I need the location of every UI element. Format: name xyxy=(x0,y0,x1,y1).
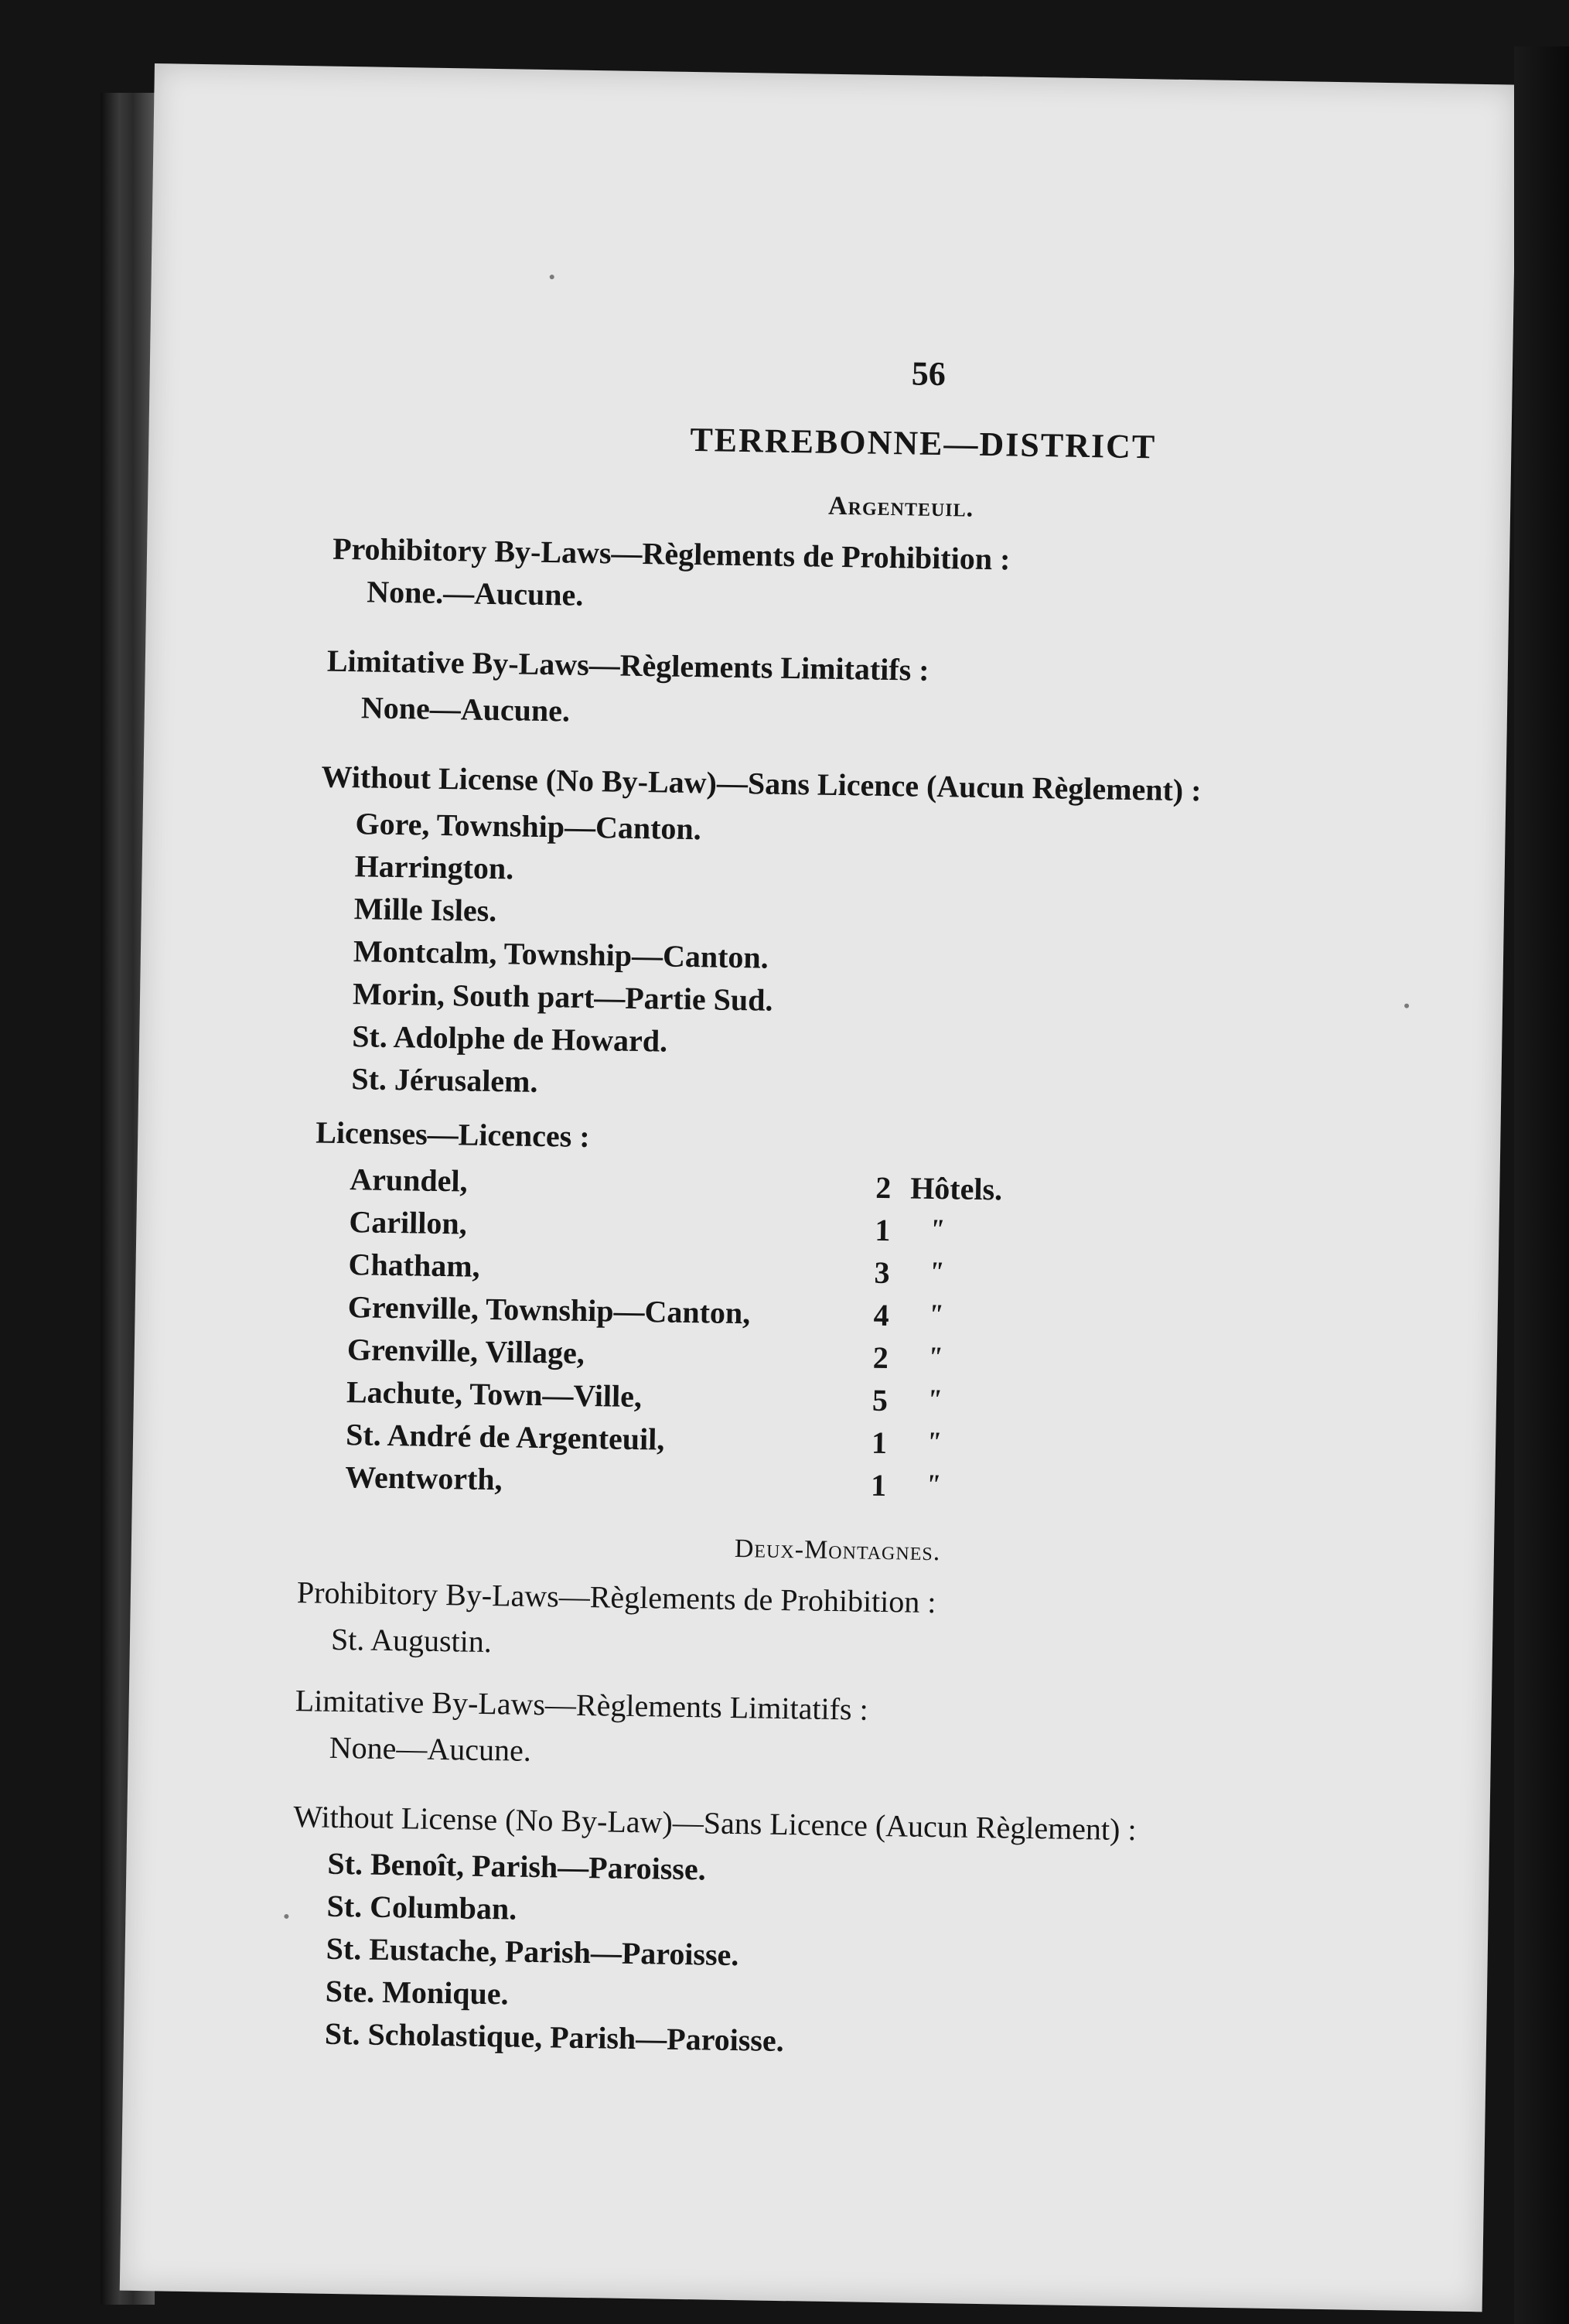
limitative-value: None—Aucune. xyxy=(329,1729,532,1768)
license-place: Chatham, xyxy=(348,1247,481,1284)
section-title-argenteuil: Argenteuil. xyxy=(827,491,974,523)
license-kind: " xyxy=(926,1383,943,1415)
license-count: 2 xyxy=(875,1169,892,1206)
license-place: Grenville, Township—Canton, xyxy=(347,1289,751,1331)
license-kind: " xyxy=(927,1298,944,1330)
page-number: 56 xyxy=(911,354,947,394)
speck xyxy=(550,275,554,279)
limitative-value: None—Aucune. xyxy=(360,690,571,729)
license-kind: " xyxy=(929,1213,945,1245)
without-license-item: St. Columban. xyxy=(326,1888,517,1926)
without-license-item: St. Adolphe de Howard. xyxy=(351,1019,668,1059)
without-license-item: St. Benoît, Parish—Paroisse. xyxy=(327,1845,707,1887)
license-count: 1 xyxy=(870,1467,887,1503)
without-license-item: Morin, South part—Partie Sud. xyxy=(352,976,773,1018)
speck xyxy=(1404,1004,1409,1008)
license-place: Arundel, xyxy=(350,1162,468,1199)
section-title-deux-montagnes: Deux-Montagnes. xyxy=(734,1534,941,1567)
license-place: St. André de Argenteuil, xyxy=(345,1417,665,1457)
without-license-item: Montcalm, Township—Canton. xyxy=(353,933,769,975)
without-license-item: Mille Isles. xyxy=(353,891,497,929)
limitative-label: Limitative By-Laws—Règlements Limitatifs : xyxy=(295,1683,869,1727)
without-license-item: Harrington. xyxy=(354,848,514,886)
license-kind: Hôtels. xyxy=(909,1170,1003,1207)
district-heading: TERREBONNE—DISTRICT xyxy=(690,420,1157,466)
prohibitory-value: None.—Aucune. xyxy=(366,574,584,613)
license-kind: " xyxy=(926,1340,943,1373)
scan-right-border xyxy=(1514,46,1569,2324)
without-license-label: Without License (No By-Law)—Sans Licence (Aucun Règlement) : xyxy=(321,759,1202,808)
without-license-item: St. Jérusalem. xyxy=(351,1061,538,1099)
license-kind: " xyxy=(924,1468,941,1500)
without-license-label: Without License (No By-Law)—Sans Licence (Aucun Règlement) : xyxy=(293,1799,1137,1848)
license-count: 1 xyxy=(871,1425,888,1461)
prohibitory-label: Prohibitory By-Laws—Règlements de Prohibition : xyxy=(332,531,1011,577)
license-kind: " xyxy=(925,1425,942,1458)
without-license-item: St. Scholastique, Parish—Paroisse. xyxy=(324,2015,785,2059)
license-kind: " xyxy=(928,1255,944,1288)
license-count: 2 xyxy=(872,1339,889,1376)
license-place: Carillon, xyxy=(349,1204,468,1241)
license-count: 5 xyxy=(871,1382,889,1418)
speck xyxy=(284,1914,288,1919)
limitative-label: Limitative By-Laws—Règlements Limitatifs : xyxy=(326,643,929,688)
prohibitory-value: St. Augustin. xyxy=(330,1621,493,1660)
license-place: Grenville, Village, xyxy=(346,1332,585,1370)
license-count: 4 xyxy=(873,1297,890,1333)
without-license-item: St. Eustache, Parish—Paroisse. xyxy=(326,1930,739,1973)
without-license-item: Gore, Township—Canton. xyxy=(355,806,702,847)
document-page xyxy=(120,63,1517,2312)
license-count: 1 xyxy=(875,1212,891,1248)
license-place: Wentworth, xyxy=(344,1459,503,1497)
license-place: Lachute, Town—Ville, xyxy=(346,1374,643,1415)
without-license-item: Ste. Monique. xyxy=(325,1973,509,2012)
license-count: 3 xyxy=(874,1254,890,1291)
licenses-label: Licenses—Licences : xyxy=(315,1114,591,1155)
prohibitory-label: Prohibitory By-Laws—Règlements de Prohibition : xyxy=(296,1575,936,1620)
